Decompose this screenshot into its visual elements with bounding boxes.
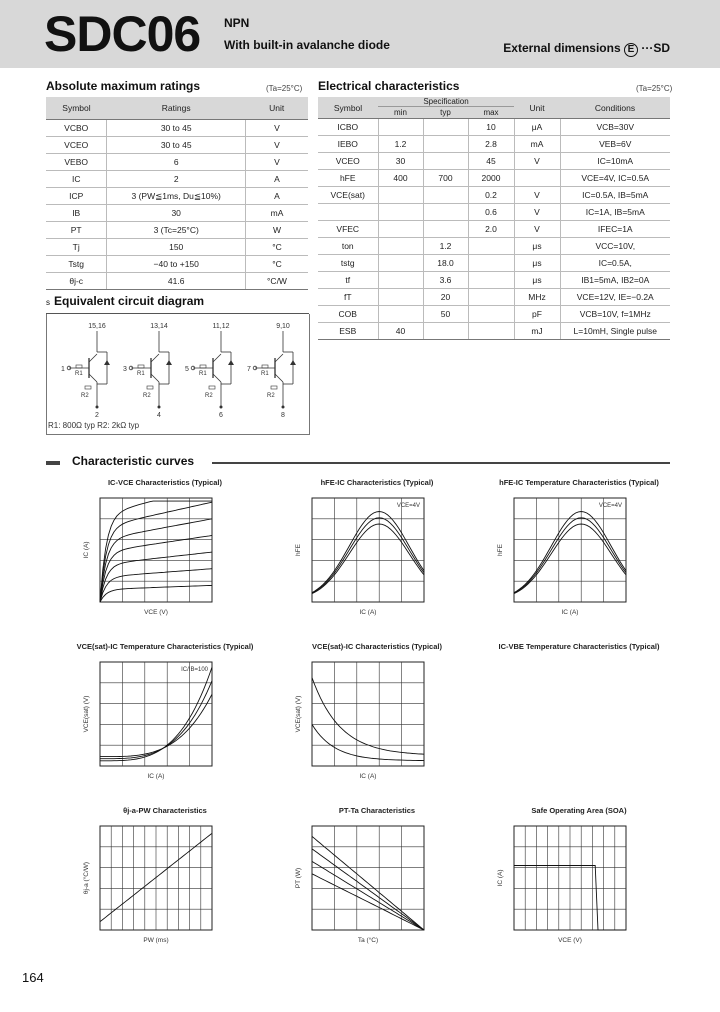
abs-symbol: Tj bbox=[46, 239, 107, 256]
elec-typ bbox=[423, 136, 468, 153]
abs-row bbox=[46, 188, 308, 205]
elec-cond: (Ta=25°C) bbox=[636, 84, 673, 93]
abs-cond: (Ta=25°C) bbox=[266, 84, 303, 93]
abs-symbol: θj-c bbox=[46, 273, 107, 290]
abs-symbol: VEBO bbox=[46, 154, 107, 171]
elec-row bbox=[318, 272, 670, 289]
elec-conditions: IC=0.5A, IB=5mA bbox=[560, 187, 670, 204]
elec-row bbox=[318, 136, 670, 153]
abs-row bbox=[46, 273, 308, 290]
elec-h-typ: typ bbox=[423, 107, 468, 119]
resistor-r1 bbox=[262, 365, 268, 368]
elec-max: 0.2 bbox=[468, 187, 514, 204]
abs-rating: 30 to 45 bbox=[107, 120, 246, 137]
elec-unit: V bbox=[514, 221, 560, 238]
condition-note: VCE=4V bbox=[598, 503, 622, 509]
transistor-cell bbox=[247, 323, 296, 419]
graph-plot bbox=[294, 824, 454, 964]
y-axis-label: hFE bbox=[295, 544, 302, 556]
external-dimensions bbox=[503, 41, 670, 57]
r1-label: R1 bbox=[199, 371, 207, 377]
elec-max: 2000 bbox=[468, 170, 514, 187]
elec-conditions: L=10mH, Single pulse bbox=[560, 323, 670, 340]
elec-conditions: VCB=30V bbox=[560, 119, 670, 136]
elec-typ bbox=[423, 119, 468, 136]
part-number: SDC06 bbox=[44, 6, 201, 62]
abs-rating: 30 to 45 bbox=[107, 137, 246, 154]
graph-title: PT-Ta Characteristics bbox=[338, 806, 416, 815]
elec-min: 40 bbox=[378, 323, 423, 340]
abs-unit: V bbox=[245, 120, 308, 137]
elec-unit: μs bbox=[514, 238, 560, 255]
elec-unit: MHz bbox=[514, 289, 560, 306]
transistor-cell bbox=[61, 323, 110, 419]
emitter-pin bbox=[282, 406, 285, 409]
emitter-pin bbox=[220, 406, 223, 409]
graph-title: hFE-IC Characteristics (Typical) bbox=[320, 478, 434, 487]
elec-min bbox=[378, 204, 423, 221]
elec-min bbox=[378, 306, 423, 323]
abs-row bbox=[46, 120, 308, 137]
abs-symbol: ICP bbox=[46, 188, 107, 205]
elec-symbol: IEBO bbox=[318, 136, 378, 153]
abs-symbol: IC bbox=[46, 171, 107, 188]
circuit-marker: s bbox=[46, 298, 50, 307]
elec-unit: mA bbox=[514, 136, 560, 153]
abs-row bbox=[46, 154, 308, 171]
y-axis-label: θj-a (°C/W) bbox=[83, 861, 90, 895]
r1-label: R1 bbox=[75, 371, 83, 377]
elec-max bbox=[468, 255, 514, 272]
circuit-title-text: Equivalent circuit diagram bbox=[54, 294, 205, 308]
elec-conditions: VCE=12V, IE=−0.2A bbox=[560, 289, 670, 306]
abs-unit: mA bbox=[245, 205, 308, 222]
elec-min bbox=[378, 272, 423, 289]
abs-h-ratings: Ratings bbox=[107, 97, 246, 120]
elec-max: 2.8 bbox=[468, 136, 514, 153]
pin-left-label: 5 bbox=[185, 366, 189, 373]
emitter-pin bbox=[158, 406, 161, 409]
y-axis-label: IC (A) bbox=[83, 541, 90, 559]
abs-symbol: Tstg bbox=[46, 256, 107, 273]
abs-symbol: VCEO bbox=[46, 137, 107, 154]
elec-symbol: COB bbox=[318, 306, 378, 323]
elec-h-min: min bbox=[378, 107, 423, 119]
elec-h-spec: Specification bbox=[378, 97, 514, 107]
pin-bottom-label: 2 bbox=[95, 412, 99, 419]
elec-min bbox=[378, 255, 423, 272]
x-axis-label: IC (A) bbox=[147, 773, 165, 780]
x-axis-label: IC (A) bbox=[359, 773, 377, 780]
r2-label: R2 bbox=[267, 393, 275, 399]
abs-unit: W bbox=[245, 222, 308, 239]
transistor-emitter-leg bbox=[275, 374, 283, 382]
elec-min: 1.2 bbox=[378, 136, 423, 153]
graph-title: θj-a-PW Characteristics bbox=[123, 806, 207, 815]
y-axis-label: IC (A) bbox=[497, 869, 504, 887]
graph-title: hFE-IC Temperature Characteristics (Typical) bbox=[499, 478, 659, 487]
abs-rating: 150 bbox=[107, 239, 246, 256]
elec-conditions: IC=0.5A, bbox=[560, 255, 670, 272]
resistor-r2 bbox=[147, 386, 153, 389]
elec-max bbox=[468, 238, 514, 255]
x-axis-label: IC (A) bbox=[561, 609, 579, 616]
elec-unit: pF bbox=[514, 306, 560, 323]
elec-symbol bbox=[318, 204, 378, 221]
graph-title: VCE(sat)-IC Characteristics (Typical) bbox=[312, 642, 442, 651]
curves-header-bar bbox=[46, 461, 60, 465]
abs-h-symbol: Symbol bbox=[46, 97, 107, 120]
abs-unit: A bbox=[245, 188, 308, 205]
elec-h-conditions: Conditions bbox=[560, 97, 670, 119]
elec-symbol: ton bbox=[318, 238, 378, 255]
elec-row bbox=[318, 238, 670, 255]
elec-conditions: VCB=10V, f=1MHz bbox=[560, 306, 670, 323]
transistor-collector-leg bbox=[89, 354, 97, 362]
elec-row bbox=[318, 323, 670, 340]
transistor-type: NPN bbox=[224, 16, 250, 30]
abs-unit: V bbox=[245, 137, 308, 154]
circuit-diagram bbox=[47, 314, 309, 424]
resistor-r2 bbox=[271, 386, 277, 389]
elec-symbol: VCEO bbox=[318, 153, 378, 170]
elec-unit: V bbox=[514, 153, 560, 170]
elec-row bbox=[318, 187, 670, 204]
abs-h-unit: Unit bbox=[245, 97, 308, 120]
elec-symbol: ESB bbox=[318, 323, 378, 340]
abs-rating: 3 (PW≦1ms, Du≦10%) bbox=[107, 188, 246, 205]
elec-row bbox=[318, 221, 670, 238]
abs-row bbox=[46, 137, 308, 154]
elec-max bbox=[468, 272, 514, 289]
pin-bottom-label: 6 bbox=[219, 412, 223, 419]
y-axis-label: PT (W) bbox=[295, 867, 302, 889]
elec-conditions: VCC=10V, bbox=[560, 238, 670, 255]
elec-min bbox=[378, 238, 423, 255]
graph-title: Safe Operating Area (SOA) bbox=[531, 806, 627, 815]
condition-note: IC/IB=100 bbox=[181, 667, 208, 673]
abs-rating: 30 bbox=[107, 205, 246, 222]
graph-plot bbox=[294, 496, 454, 636]
elec-symbol: tstg bbox=[318, 255, 378, 272]
ext-suffix: ···SD bbox=[641, 41, 670, 55]
elec-symbol: VFEC bbox=[318, 221, 378, 238]
graph-plot bbox=[82, 496, 242, 636]
elec-typ: 20 bbox=[423, 289, 468, 306]
elec-row bbox=[318, 119, 670, 136]
elec-typ bbox=[423, 323, 468, 340]
elec-typ: 3.6 bbox=[423, 272, 468, 289]
elec-symbol: tf bbox=[318, 272, 378, 289]
resistor-r2 bbox=[85, 386, 91, 389]
x-axis-label: PW (ms) bbox=[143, 937, 169, 944]
elec-symbol: VCE(sat) bbox=[318, 187, 378, 204]
elec-typ bbox=[423, 187, 468, 204]
abs-unit: °C bbox=[245, 239, 308, 256]
elec-max bbox=[468, 306, 514, 323]
elec-table bbox=[318, 97, 670, 340]
resistor-r1 bbox=[138, 365, 144, 368]
elec-typ bbox=[423, 221, 468, 238]
pin-bottom-label: 8 bbox=[281, 412, 285, 419]
r1-label: R1 bbox=[261, 371, 269, 377]
elec-max bbox=[468, 323, 514, 340]
elec-typ bbox=[423, 204, 468, 221]
abs-row bbox=[46, 171, 308, 188]
abs-rating: 2 bbox=[107, 171, 246, 188]
pin-top-label: 11,12 bbox=[212, 323, 230, 330]
plot-frame bbox=[312, 826, 424, 930]
graph-title: VCE(sat)-IC Temperature Characteristics (Typical) bbox=[76, 642, 254, 651]
elec-unit: μs bbox=[514, 272, 560, 289]
transistor-collector-leg bbox=[213, 354, 221, 362]
resistor-r1 bbox=[76, 365, 82, 368]
elec-conditions: IC=10mA bbox=[560, 153, 670, 170]
abs-rating: 3 (Tc=25°C) bbox=[107, 222, 246, 239]
elec-unit: μA bbox=[514, 119, 560, 136]
header-band bbox=[0, 0, 720, 68]
elec-max: 2.0 bbox=[468, 221, 514, 238]
abs-rating: −40 to +150 bbox=[107, 256, 246, 273]
elec-max: 10 bbox=[468, 119, 514, 136]
abs-title: Absolute maximum ratings bbox=[46, 79, 201, 93]
abs-symbol: VCBO bbox=[46, 120, 107, 137]
elec-row bbox=[318, 153, 670, 170]
x-axis-label: IC (A) bbox=[359, 609, 377, 616]
transistor-emitter-leg bbox=[151, 374, 159, 382]
circuit-title bbox=[46, 294, 204, 308]
page-number: 164 bbox=[22, 970, 44, 985]
elec-unit bbox=[514, 170, 560, 187]
subtitle: With built-in avalanche diode bbox=[224, 38, 390, 52]
transistor-collector-leg bbox=[275, 354, 283, 362]
x-axis-label: VCE (V) bbox=[144, 609, 168, 616]
abs-row bbox=[46, 222, 308, 239]
graph-title: IC-VBE Temperature Characteristics (Typical) bbox=[498, 642, 660, 651]
r2-label: R2 bbox=[143, 393, 151, 399]
elec-unit: V bbox=[514, 204, 560, 221]
abs-row bbox=[46, 256, 308, 273]
elec-typ: 18.0 bbox=[423, 255, 468, 272]
abs-symbol: PT bbox=[46, 222, 107, 239]
elec-conditions: IC=1A, IB=5mA bbox=[560, 204, 670, 221]
pin-left-label: 3 bbox=[123, 366, 127, 373]
transistor-cell bbox=[185, 323, 234, 419]
r1-label: R1 bbox=[137, 371, 145, 377]
elec-row bbox=[318, 255, 670, 272]
condition-note: VCE=4V bbox=[396, 503, 420, 509]
elec-h-symbol: Symbol bbox=[318, 97, 378, 119]
elec-typ: 1.2 bbox=[423, 238, 468, 255]
pin-left-label: 7 bbox=[247, 366, 251, 373]
elec-min bbox=[378, 187, 423, 204]
elec-row bbox=[318, 289, 670, 306]
abs-rating: 6 bbox=[107, 154, 246, 171]
abs-ratings-table bbox=[46, 97, 308, 290]
y-axis-label: VCE(sat) (V) bbox=[83, 695, 90, 733]
elec-max: 0.6 bbox=[468, 204, 514, 221]
elec-row bbox=[318, 306, 670, 323]
elec-min: 400 bbox=[378, 170, 423, 187]
elec-typ: 700 bbox=[423, 170, 468, 187]
elec-conditions: VEB=6V bbox=[560, 136, 670, 153]
emitter-pin bbox=[96, 406, 99, 409]
y-axis-label: hFE bbox=[497, 544, 504, 556]
curves-title: Characteristic curves bbox=[72, 454, 195, 468]
graph-title: IC-VCE Characteristics (Typical) bbox=[107, 478, 223, 487]
pin-top-label: 9,10 bbox=[276, 323, 290, 330]
abs-unit: V bbox=[245, 154, 308, 171]
elec-conditions: IB1=5mA, IB2=0A bbox=[560, 272, 670, 289]
abs-unit: °C bbox=[245, 256, 308, 273]
elec-conditions: VCE=4V, IC=0.5A bbox=[560, 170, 670, 187]
elec-symbol: hFE bbox=[318, 170, 378, 187]
elec-typ bbox=[423, 153, 468, 170]
elec-min bbox=[378, 289, 423, 306]
graph-plot bbox=[82, 660, 242, 800]
pin-top-label: 13,14 bbox=[150, 323, 168, 330]
graph-plot bbox=[496, 824, 656, 964]
curves-header-rule bbox=[212, 462, 670, 464]
abs-row bbox=[46, 239, 308, 256]
elec-unit: V bbox=[514, 187, 560, 204]
elec-symbol: ICBO bbox=[318, 119, 378, 136]
transistor-emitter-leg bbox=[89, 374, 97, 382]
circuit-box bbox=[46, 314, 310, 435]
ext-code: E bbox=[624, 43, 638, 57]
resistor-r1 bbox=[200, 365, 206, 368]
elec-max bbox=[468, 289, 514, 306]
graph-plot bbox=[496, 496, 656, 636]
r2-label: R2 bbox=[205, 393, 213, 399]
elec-h-max: max bbox=[468, 107, 514, 119]
resistor-r2 bbox=[209, 386, 215, 389]
elec-h-unit: Unit bbox=[514, 97, 560, 119]
elec-conditions: IFEC=1A bbox=[560, 221, 670, 238]
plot-frame bbox=[312, 662, 424, 766]
elec-symbol: fT bbox=[318, 289, 378, 306]
transistor-collector-leg bbox=[151, 354, 159, 362]
x-axis-label: Ta (°C) bbox=[357, 937, 379, 944]
elec-unit: μs bbox=[514, 255, 560, 272]
elec-row bbox=[318, 204, 670, 221]
y-axis-label: VCE(sat) (V) bbox=[295, 695, 302, 733]
abs-row bbox=[46, 205, 308, 222]
pin-left-label: 1 bbox=[61, 366, 65, 373]
abs-rating: 41.6 bbox=[107, 273, 246, 290]
elec-min: 30 bbox=[378, 153, 423, 170]
elec-unit: mJ bbox=[514, 323, 560, 340]
r2-label: R2 bbox=[81, 393, 89, 399]
graph-plot bbox=[82, 824, 242, 964]
elec-row bbox=[318, 170, 670, 187]
elec-min bbox=[378, 221, 423, 238]
ext-label: External dimensions bbox=[503, 41, 621, 55]
elec-min bbox=[378, 119, 423, 136]
graph-plot bbox=[294, 660, 454, 800]
transistor-cell bbox=[123, 323, 172, 419]
x-axis-label: VCE (V) bbox=[558, 937, 582, 944]
circuit-note: R1: 800Ω typ R2: 2kΩ typ bbox=[48, 421, 140, 430]
abs-symbol: IB bbox=[46, 205, 107, 222]
abs-unit: A bbox=[245, 171, 308, 188]
pin-bottom-label: 4 bbox=[157, 412, 161, 419]
elec-title: Electrical characteristics bbox=[318, 79, 460, 93]
pin-top-label: 15,16 bbox=[88, 323, 106, 330]
elec-typ: 50 bbox=[423, 306, 468, 323]
abs-unit: °C/W bbox=[245, 273, 308, 290]
elec-max: 45 bbox=[468, 153, 514, 170]
transistor-emitter-leg bbox=[213, 374, 221, 382]
